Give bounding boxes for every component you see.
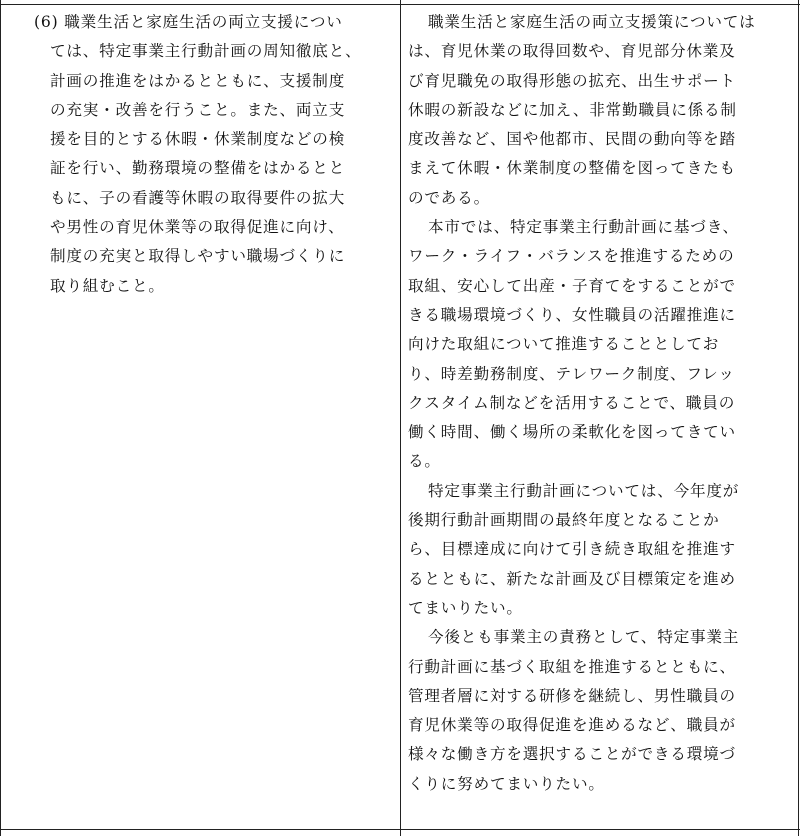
response-line: くりに努めてまいりたい。 <box>408 774 605 793</box>
request-line: の充実・改善を行うこと。また、両立支 <box>50 100 346 119</box>
response-line: クスタイム制などを活用することで、職員の <box>408 393 736 412</box>
response-line: ら、目標達成に向けて引き続き取組を推進す <box>408 540 736 559</box>
response-line: 職業生活と家庭生活の両立支援策については <box>428 13 756 31</box>
response-line: る。 <box>408 452 441 471</box>
response-line: 向けた取組について推進することとしてお <box>408 335 720 354</box>
response-line: 度改善など、国や他都市、民間の動向等を踏 <box>408 130 736 149</box>
response-line: 後期行動計画期間の最終年度となることか <box>408 511 720 530</box>
response-line: 働く時間、働く場所の柔軟化を図ってきてい <box>408 423 736 442</box>
response-line: 管理者層に対する研修を継続し、男性職員の <box>408 686 736 705</box>
response-line: てまいりたい。 <box>408 598 523 617</box>
response-line: 育児休業等の取得促進を進めるなど、職員が <box>408 716 736 735</box>
response-line: び育児職免の取得形態の拡充、出生サポート <box>408 71 736 90</box>
table-left-rule <box>0 0 1 836</box>
request-line: 職業生活と家庭生活の両立支援につい <box>64 13 343 31</box>
request-line: や男性の育児休業等の取得促進に向け、 <box>50 218 345 237</box>
response-line: 今後とも事業主の責務として、特定事業主 <box>428 628 740 647</box>
table-right-rule <box>798 0 799 836</box>
response-line: るとともに、新たな計画及び目標策定を進め <box>408 569 736 588</box>
column-divider <box>400 0 401 836</box>
response-column <box>408 8 796 799</box>
item-number: (6) <box>34 13 59 31</box>
request-line: 取り組むこと。 <box>50 276 165 295</box>
response-line: 行動計画に基づく取組を推進するとともに、 <box>408 657 736 676</box>
request-line: もに、子の看護等休暇の取得要件の拡大 <box>50 188 346 207</box>
response-line: ワーク・ライフ・バランスを推進するための <box>408 247 735 266</box>
response-line: 様々な働き方を選択することができる環境づ <box>408 745 736 764</box>
response-line: 特定事業主行動計画については、今年度が <box>428 481 740 500</box>
request-line: ては、特定事業主行動計画の周知徹底と、 <box>50 42 362 61</box>
response-line: は、育児休業の取得回数や、育児部分休業及 <box>408 42 736 61</box>
response-line: 取組、安心して出産・子育てをすることがで <box>408 276 736 295</box>
request-first-line <box>10 8 394 37</box>
request-line: 計画の推進をはかるとともに、支援制度 <box>50 71 346 90</box>
response-line: り、時差勤務制度、テレワーク制度、フレッ <box>408 364 735 383</box>
request-line: 証を行い、勤務環境の整備をはかるとと <box>50 159 346 178</box>
request-line: 制度の充実と取得しやすい職場づくりに <box>50 247 346 266</box>
request-line: 援を目的とする休暇・休業制度などの検 <box>50 130 346 149</box>
response-line: 本市では、特定事業主行動計画に基づき、 <box>428 218 739 237</box>
request-column <box>10 8 394 301</box>
response-line: のである。 <box>408 188 490 207</box>
response-line: まえて休暇・休業制度の整備を図ってきたも <box>408 159 736 178</box>
response-line: きる職場環境づくり、女性職員の活躍推進に <box>408 305 736 324</box>
response-line: 休暇の新設などに加え、非常勤職員に係る制 <box>408 100 737 119</box>
